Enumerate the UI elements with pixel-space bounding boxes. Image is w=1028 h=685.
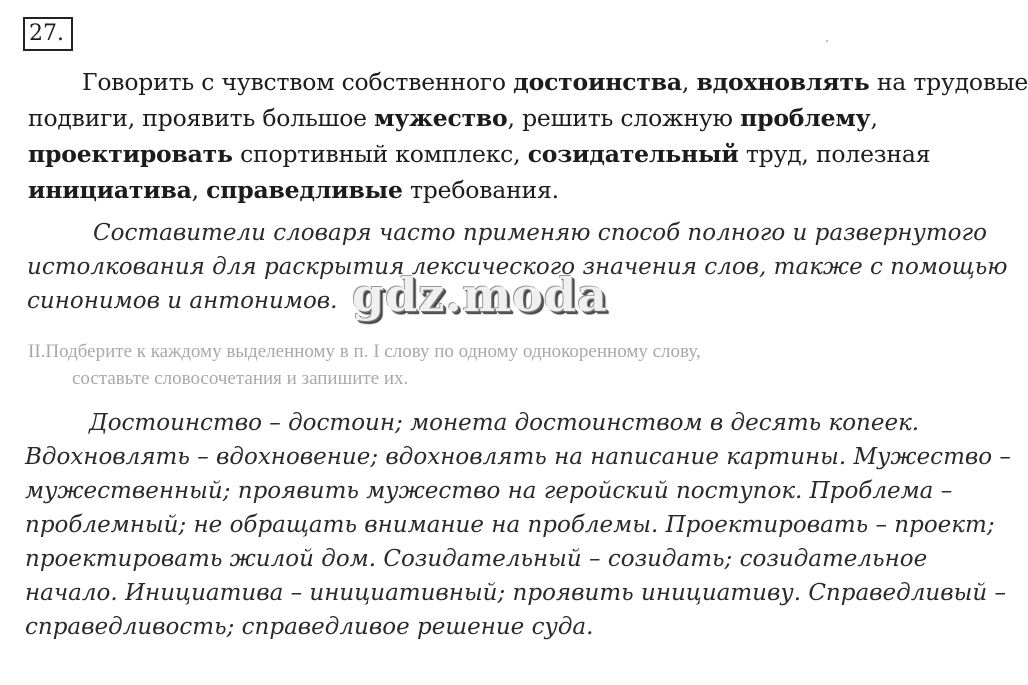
text-run: труд, полезная bbox=[738, 140, 931, 168]
exercise-text-line bbox=[28, 64, 1028, 100]
text-run: , bbox=[681, 68, 697, 96]
answer-line: проектировать жилой дом. Созидательный – созидать; созидательное bbox=[25, 546, 928, 572]
task-line: составьте словосочетания и запишите их. bbox=[72, 368, 409, 389]
answer-line: Составители словаря часто применяю способ полного и развернутого bbox=[93, 220, 987, 246]
scan-speck bbox=[826, 40, 828, 42]
answer-line: Достоинство – достоин; монета достоинством в десять копеек. bbox=[89, 410, 920, 436]
text-run: , bbox=[191, 176, 207, 204]
exercise-text-line bbox=[28, 172, 1008, 208]
answer-line: истолкования для раскрытия лексического значения слов, также с помощью bbox=[27, 254, 1008, 280]
highlighted-word: проблему bbox=[740, 104, 871, 132]
text-run: на трудовые bbox=[869, 68, 1028, 96]
text-run: требования. bbox=[402, 176, 559, 204]
highlighted-word: мужество bbox=[374, 104, 508, 132]
answer-line: проблемный; не обращать внимание на проблемы. Проектировать – проект; bbox=[25, 512, 995, 538]
answer-line: синонимов и антонимов. bbox=[27, 288, 338, 314]
watermark-logo: gdz.moda bbox=[352, 268, 608, 322]
text-run: подвиги, проявить большое bbox=[28, 104, 375, 132]
exercise-number: 27. bbox=[23, 17, 73, 51]
highlighted-word: вдохновлять bbox=[696, 68, 870, 96]
highlighted-word: достоинства bbox=[513, 68, 682, 96]
text-run: , решить сложную bbox=[507, 104, 741, 132]
text-run: Говорить с чувством собственного bbox=[82, 68, 514, 96]
exercise-text-line bbox=[28, 136, 1008, 172]
answer-line: мужественный; проявить мужество на геройский поступок. Проблема – bbox=[25, 478, 953, 504]
highlighted-word: справедливые bbox=[206, 176, 403, 204]
highlighted-word: созидательный bbox=[527, 140, 739, 168]
answer-line: начало. Инициатива – инициативный; проявить инициативу. Справедливый – bbox=[25, 580, 1006, 606]
exercise-text-line bbox=[28, 100, 1008, 136]
highlighted-word: инициатива bbox=[28, 176, 192, 204]
text-run: , bbox=[870, 104, 878, 132]
answer-part-2 bbox=[25, 406, 1011, 644]
highlighted-word: проектировать bbox=[28, 140, 233, 168]
exercise-text bbox=[28, 64, 1028, 208]
task-instruction bbox=[28, 338, 978, 392]
answer-line: Вдохновлять – вдохновение; вдохновлять на написание картины. Мужество – bbox=[25, 444, 1011, 470]
text-run: спортивный комплекс, bbox=[232, 140, 528, 168]
task-line: II.Подберите к каждому выделенному в п. I слову по одному однокоренному слову, bbox=[28, 341, 701, 362]
answer-line: справедливость; справедливое решение суда. bbox=[25, 614, 594, 640]
